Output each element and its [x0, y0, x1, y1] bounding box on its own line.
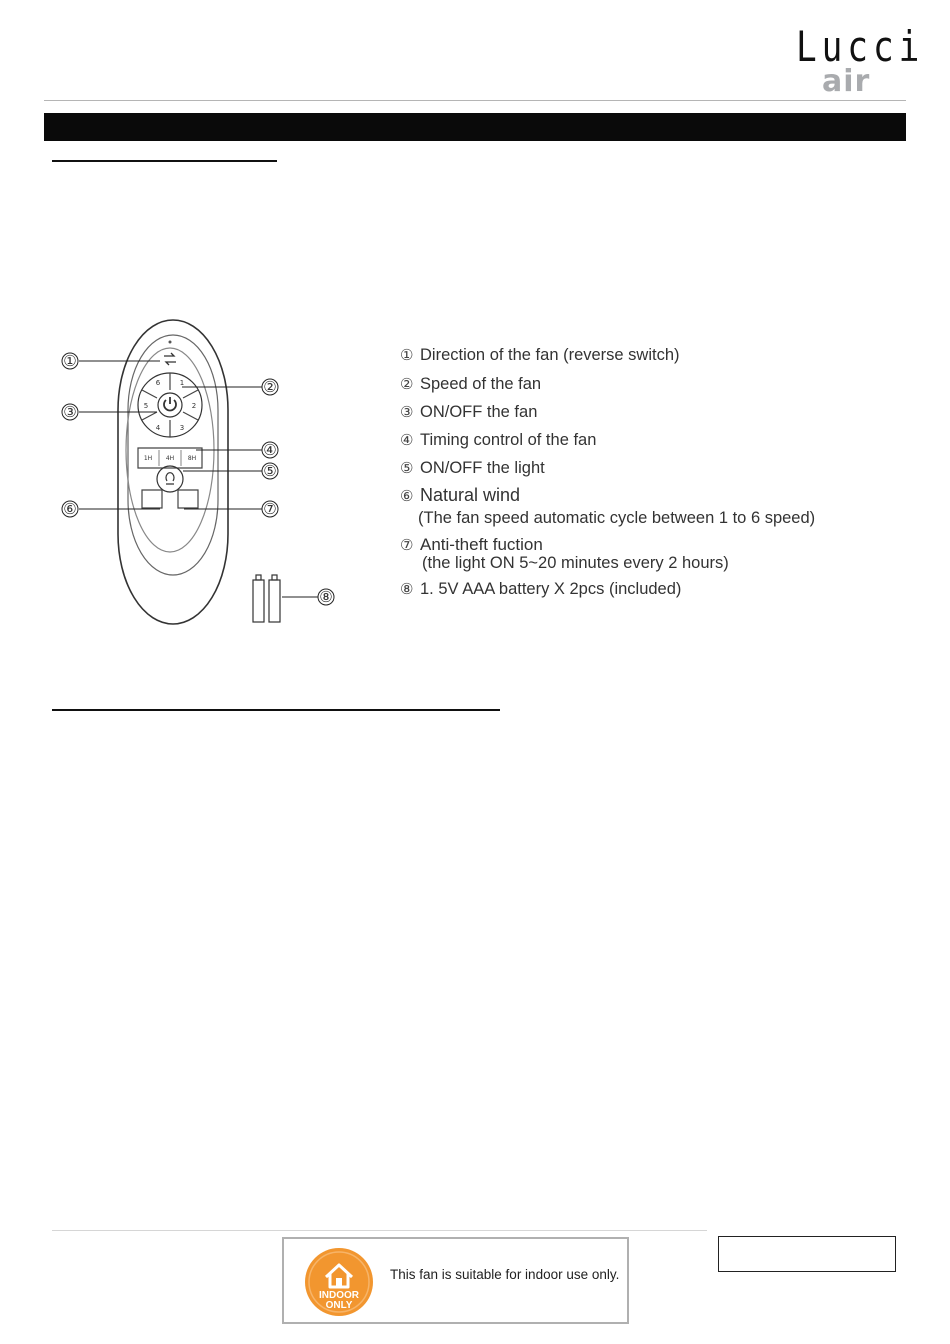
- legend-item-5: [400, 459, 545, 478]
- timer-label-4h: 4H: [165, 455, 175, 462]
- section-heading-underline-2: [52, 709, 500, 711]
- legend-num-6: ⑥: [400, 488, 414, 505]
- legend-text-1: Direction of the fan (reverse switch): [420, 346, 680, 364]
- anti-theft-button-outline: [178, 490, 198, 508]
- indoor-only-badge-icon: [304, 1247, 374, 1317]
- reverse-icon: [164, 353, 176, 365]
- indoor-use-notice: [282, 1237, 629, 1324]
- battery-1: [253, 580, 264, 622]
- light-button: [157, 466, 183, 492]
- legend-item-1: [400, 346, 680, 365]
- legend-item-3: [400, 403, 537, 422]
- speed-label-1: 1: [179, 379, 185, 387]
- legend-num-1: ①: [400, 347, 414, 364]
- speed-label-3: 3: [179, 424, 185, 432]
- legend-item-6: [400, 485, 520, 506]
- legend-num-2: ②: [400, 376, 414, 393]
- footer-divider: [52, 1230, 707, 1231]
- legend-text-3: ON/OFF the fan: [420, 403, 538, 421]
- brand-logo-sub: air: [822, 64, 871, 99]
- callout-num-8: ⑧: [319, 588, 333, 606]
- badge-line-2: ONLY: [325, 1300, 353, 1311]
- legend-text-5: ON/OFF the light: [420, 459, 545, 477]
- timer-label-8h: 8H: [187, 455, 197, 462]
- legend-num-3: ③: [400, 404, 414, 421]
- callout-num-5: ⑤: [263, 462, 277, 480]
- speed-label-5: 5: [143, 402, 149, 410]
- legend-num-7: ⑦: [400, 537, 414, 554]
- page-number-box: [718, 1236, 896, 1272]
- timer-label-1h: 1H: [143, 455, 153, 462]
- callout-num-2: ②: [263, 378, 277, 396]
- legend-item-7: [400, 535, 543, 555]
- battery-2: [269, 580, 280, 622]
- callout-num-3: ③: [63, 403, 77, 421]
- badge-line-1: INDOOR: [319, 1290, 359, 1301]
- section-title-bar: [44, 113, 906, 141]
- callout-num-7: ⑦: [263, 500, 277, 518]
- power-button: [158, 393, 182, 417]
- speed-label-2: 2: [191, 402, 197, 410]
- callout-num-6: ⑥: [63, 500, 77, 518]
- natural-wind-button-outline: [142, 490, 162, 508]
- legend-num-8: ⑧: [400, 581, 414, 598]
- speed-label-4: 4: [155, 424, 161, 432]
- legend-text-2: Speed of the fan: [420, 375, 542, 393]
- header-divider: [44, 100, 906, 101]
- legend-item-4: [400, 431, 596, 450]
- legend-item-8: [400, 580, 681, 599]
- brand-logo-word: Lucci: [796, 22, 925, 71]
- legend-item-2: [400, 375, 541, 394]
- legend-text-8: 1. 5V AAA battery X 2pcs (included): [420, 580, 682, 598]
- section-heading-underline: [52, 160, 277, 162]
- legend-text-7: Anti-theft fuction: [420, 535, 543, 554]
- callout-num-1: ①: [63, 352, 77, 370]
- legend-text-4: Timing control of the fan: [420, 431, 597, 449]
- callout-num-4: ④: [263, 441, 277, 459]
- speed-label-6: 6: [155, 379, 161, 387]
- notice-text: This fan is suitable for indoor use only.: [390, 1267, 620, 1282]
- remote-control-diagram: [50, 310, 350, 640]
- legend-text-6: Natural wind: [420, 485, 521, 505]
- remote-outer-body: [118, 320, 228, 624]
- legend-num-4: ④: [400, 432, 414, 449]
- legend-sub-7: (the light ON 5~20 minutes every 2 hours): [422, 554, 729, 572]
- legend-num-5: ⑤: [400, 460, 414, 477]
- legend-sub-6: (The fan speed automatic cycle between 1 to 6 speed): [418, 509, 816, 527]
